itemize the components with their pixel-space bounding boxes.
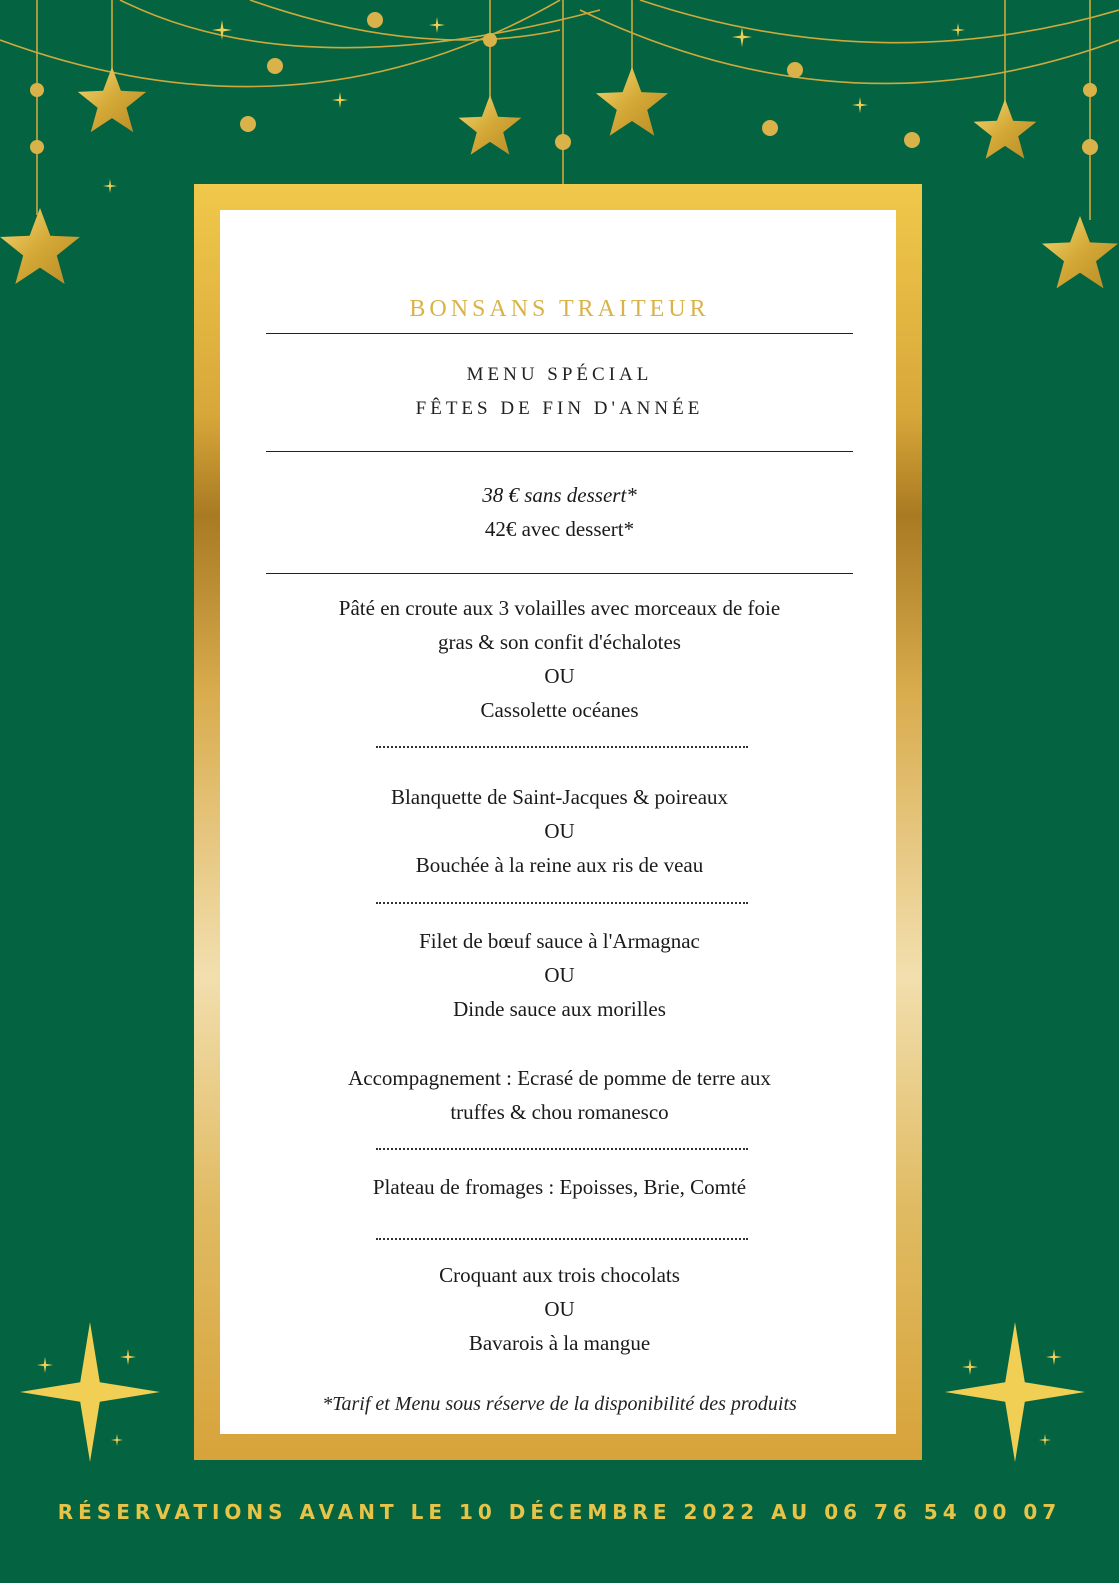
star-icon [1042, 216, 1118, 288]
sparkle-icon [962, 1359, 978, 1375]
divider-line [266, 573, 853, 574]
reservation-footer: RÉSERVATIONS AVANT LE 10 DÉCEMBRE 2022 AU 06 76 54 00 07 [57, 1500, 1062, 1524]
sparkle-icon [732, 27, 752, 47]
or-separator: OU [544, 664, 575, 688]
dessert-alternative: Bavarois à la mangue [468, 1331, 651, 1355]
main-alternative: Dinde sauce aux morilles [453, 997, 666, 1021]
cheese-course: Plateau de fromages : Epoisses, Brie, Comté [372, 1175, 747, 1199]
or-separator: OU [544, 963, 575, 987]
dotted-divider [376, 1238, 748, 1240]
sparkle-icon [951, 23, 965, 37]
brand-name: BONSANS TRAITEUR [409, 296, 710, 322]
dotted-divider [376, 746, 748, 748]
sparkle-icon [111, 1434, 123, 1446]
or-separator: OU [544, 819, 575, 843]
starter-line: Pâté en croute aux 3 volailles avec morceaux de foie [338, 596, 781, 620]
star-icon [0, 208, 80, 284]
side-dish: truffes & chou romanesco [450, 1100, 669, 1124]
star-icon [459, 95, 522, 155]
divider-line [266, 451, 853, 452]
sparkle-icon [332, 92, 348, 108]
star-icon [974, 99, 1037, 159]
menu-subtitle: FÊTES DE FIN D'ANNÉE [415, 398, 704, 419]
sparkle-icon [852, 97, 868, 113]
price-without-dessert: 38 € sans dessert* [482, 483, 637, 507]
main-course: Filet de bœuf sauce à l'Armagnac [419, 929, 700, 953]
or-separator: OU [544, 1297, 575, 1321]
side-dish: Accompagnement : Ecrasé de pomme de terre aux [348, 1066, 771, 1090]
fish-course: Blanquette de Saint-Jacques & poireaux [390, 785, 729, 809]
availability-note: *Tarif et Menu sous réserve de la disponibilité des produits [322, 1393, 797, 1415]
divider-line [266, 333, 853, 334]
sparkle-icon [429, 17, 445, 33]
star-icon [596, 67, 668, 136]
sparkle-icon [1039, 1434, 1051, 1446]
sparkle-icon [103, 179, 117, 193]
dotted-divider [376, 902, 748, 904]
dotted-divider [376, 1148, 748, 1150]
dessert-course: Croquant aux trois chocolats [439, 1263, 680, 1287]
starter-line: gras & son confit d'échalotes [438, 630, 681, 654]
price-with-dessert: 42€ avec dessert* [484, 517, 635, 541]
fish-alternative: Bouchée à la reine aux ris de veau [415, 853, 704, 877]
starter-alternative: Cassolette océanes [480, 698, 639, 722]
menu-title: MENU SPÉCIAL [466, 364, 653, 385]
